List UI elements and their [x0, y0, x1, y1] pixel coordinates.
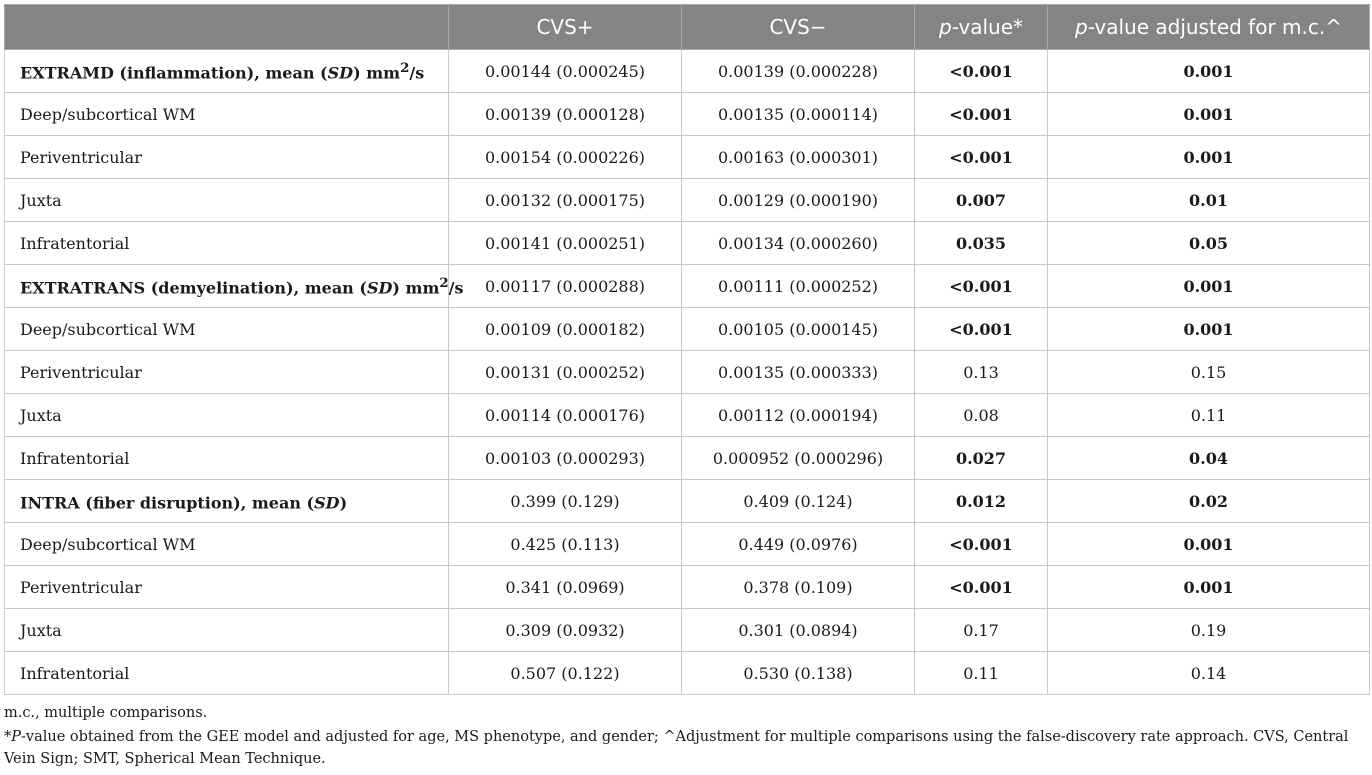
cvs-positive-cell: 0.507 (0.122): [449, 652, 682, 695]
p-value-cell: 0.027: [915, 437, 1048, 480]
table-header-row: [5, 5, 1370, 50]
p-value-cell: 0.11: [915, 652, 1048, 695]
header-label: [5, 5, 449, 50]
section-label: INTRA (fiber disruption), mean (SD): [5, 480, 449, 523]
p-value-cell: <0.001: [915, 265, 1048, 308]
p-value-cell: 0.007: [915, 179, 1048, 222]
cvs-negative-cell: 0.301 (0.0894): [682, 609, 915, 652]
p-value-adjusted-cell: 0.05: [1048, 222, 1370, 265]
section-label: EXTRAMD (inflammation), mean (SD) $mm^2/s$: [5, 50, 449, 93]
cvs-negative-cell: 0.378 (0.109): [682, 566, 915, 609]
cvs-positive-cell: 0.399 (0.129): [449, 480, 682, 523]
row-label: Deep/subcortical WM: [5, 523, 449, 566]
table-row: [5, 652, 1370, 695]
table-row: [5, 566, 1370, 609]
p-value-cell: 0.08: [915, 394, 1048, 437]
table-row: [5, 136, 1370, 179]
row-label: Deep/subcortical WM: [5, 93, 449, 136]
table-row: [5, 93, 1370, 136]
cvs-negative-cell: 0.00112 (0.000194): [682, 394, 915, 437]
row-label: Periventricular: [5, 566, 449, 609]
cvs-positive-cell: 0.00144 (0.000245): [449, 50, 682, 93]
p-value-adjusted-cell: 0.001: [1048, 265, 1370, 308]
section-row: [5, 480, 1370, 523]
row-label: Juxta: [5, 609, 449, 652]
p-value-adjusted-cell: 0.001: [1048, 566, 1370, 609]
cvs-negative-cell: 0.00135 (0.000333): [682, 351, 915, 394]
p-value-adjusted-cell: 0.001: [1048, 523, 1370, 566]
p-value-cell: <0.001: [915, 136, 1048, 179]
cvs-negative-cell: 0.000952 (0.000296): [682, 437, 915, 480]
p-value-cell: 0.012: [915, 480, 1048, 523]
p-value-adjusted-cell: 0.15: [1048, 351, 1370, 394]
row-label: Infratentorial: [5, 437, 449, 480]
cvs-positive-cell: 0.341 (0.0969): [449, 566, 682, 609]
p-value-cell: <0.001: [915, 93, 1048, 136]
cvs-negative-cell: 0.00139 (0.000228): [682, 50, 915, 93]
cvs-positive-cell: 0.425 (0.113): [449, 523, 682, 566]
p-value-adjusted-cell: 0.11: [1048, 394, 1370, 437]
p-value-adjusted-cell: 0.001: [1048, 50, 1370, 93]
cvs-positive-cell: 0.00141 (0.000251): [449, 222, 682, 265]
p-value-cell: <0.001: [915, 523, 1048, 566]
cvs-positive-cell: 0.00139 (0.000128): [449, 93, 682, 136]
cvs-negative-cell: 0.00105 (0.000145): [682, 308, 915, 351]
cvs-positive-cell: 0.00114 (0.000176): [449, 394, 682, 437]
p-value-cell: <0.001: [915, 50, 1048, 93]
footnote-methods: *P-value obtained from the GEE model and adjusted for age, MS phenotype, and gender; ^Adjustment for multiple comparisons using the false-discovery rate approach. CVS, Central Vein Sign; SMT, Spherical Mean Technique.: [4, 729, 1349, 767]
p-value-cell: <0.001: [915, 308, 1048, 351]
p-value-cell: 0.17: [915, 609, 1048, 652]
cvs-positive-cell: 0.00109 (0.000182): [449, 308, 682, 351]
cvs-positive-cell: 0.00132 (0.000175): [449, 179, 682, 222]
p-value-cell: <0.001: [915, 566, 1048, 609]
p-value-adjusted-cell: 0.04: [1048, 437, 1370, 480]
cvs-negative-cell: 0.00134 (0.000260): [682, 222, 915, 265]
cvs-negative-cell: 0.00111 (0.000252): [682, 265, 915, 308]
table-row: [5, 179, 1370, 222]
table-row: [5, 523, 1370, 566]
results-table: [4, 4, 1370, 695]
cvs-positive-cell: 0.00131 (0.000252): [449, 351, 682, 394]
section-label: EXTRATRANS (demyelination), mean (SD) $mm^2/s$: [5, 265, 449, 308]
p-value-adjusted-cell: 0.19: [1048, 609, 1370, 652]
p-value-cell: 0.035: [915, 222, 1048, 265]
header-p-value: p-value*: [915, 5, 1048, 50]
row-label: Periventricular: [5, 136, 449, 179]
cvs-positive-cell: 0.00154 (0.000226): [449, 136, 682, 179]
cvs-positive-cell: 0.00103 (0.000293): [449, 437, 682, 480]
table-row: [5, 437, 1370, 480]
row-label: Deep/subcortical WM: [5, 308, 449, 351]
row-label: Juxta: [5, 394, 449, 437]
table-row: [5, 394, 1370, 437]
cvs-negative-cell: 0.530 (0.138): [682, 652, 915, 695]
p-value-adjusted-cell: 0.14: [1048, 652, 1370, 695]
cvs-negative-cell: 0.449 (0.0976): [682, 523, 915, 566]
cvs-negative-cell: 0.00129 (0.000190): [682, 179, 915, 222]
table-row: [5, 609, 1370, 652]
row-label: Juxta: [5, 179, 449, 222]
section-row: [5, 265, 1370, 308]
table-row: [5, 351, 1370, 394]
section-row: [5, 50, 1370, 93]
footnote-abbreviation: m.c., multiple comparisons.: [4, 705, 208, 721]
p-value-cell: 0.13: [915, 351, 1048, 394]
table-row: [5, 308, 1370, 351]
p-value-adjusted-cell: 0.02: [1048, 480, 1370, 523]
p-value-adjusted-cell: 0.001: [1048, 308, 1370, 351]
header-cvs-negative: CVS−: [682, 5, 915, 50]
p-value-adjusted-cell: 0.001: [1048, 136, 1370, 179]
cvs-positive-cell: 0.00117 (0.000288): [449, 265, 682, 308]
cvs-negative-cell: 0.00135 (0.000114): [682, 93, 915, 136]
row-label: Infratentorial: [5, 222, 449, 265]
header-cvs-positive: CVS+: [449, 5, 682, 50]
cvs-negative-cell: 0.409 (0.124): [682, 480, 915, 523]
table-row: [5, 222, 1370, 265]
header-p-value-adjusted: p-value adjusted for m.c.^: [1048, 5, 1370, 50]
cvs-negative-cell: 0.00163 (0.000301): [682, 136, 915, 179]
row-label: Periventricular: [5, 351, 449, 394]
cvs-positive-cell: 0.309 (0.0932): [449, 609, 682, 652]
p-value-adjusted-cell: 0.001: [1048, 93, 1370, 136]
row-label: Infratentorial: [5, 652, 449, 695]
p-value-adjusted-cell: 0.01: [1048, 179, 1370, 222]
